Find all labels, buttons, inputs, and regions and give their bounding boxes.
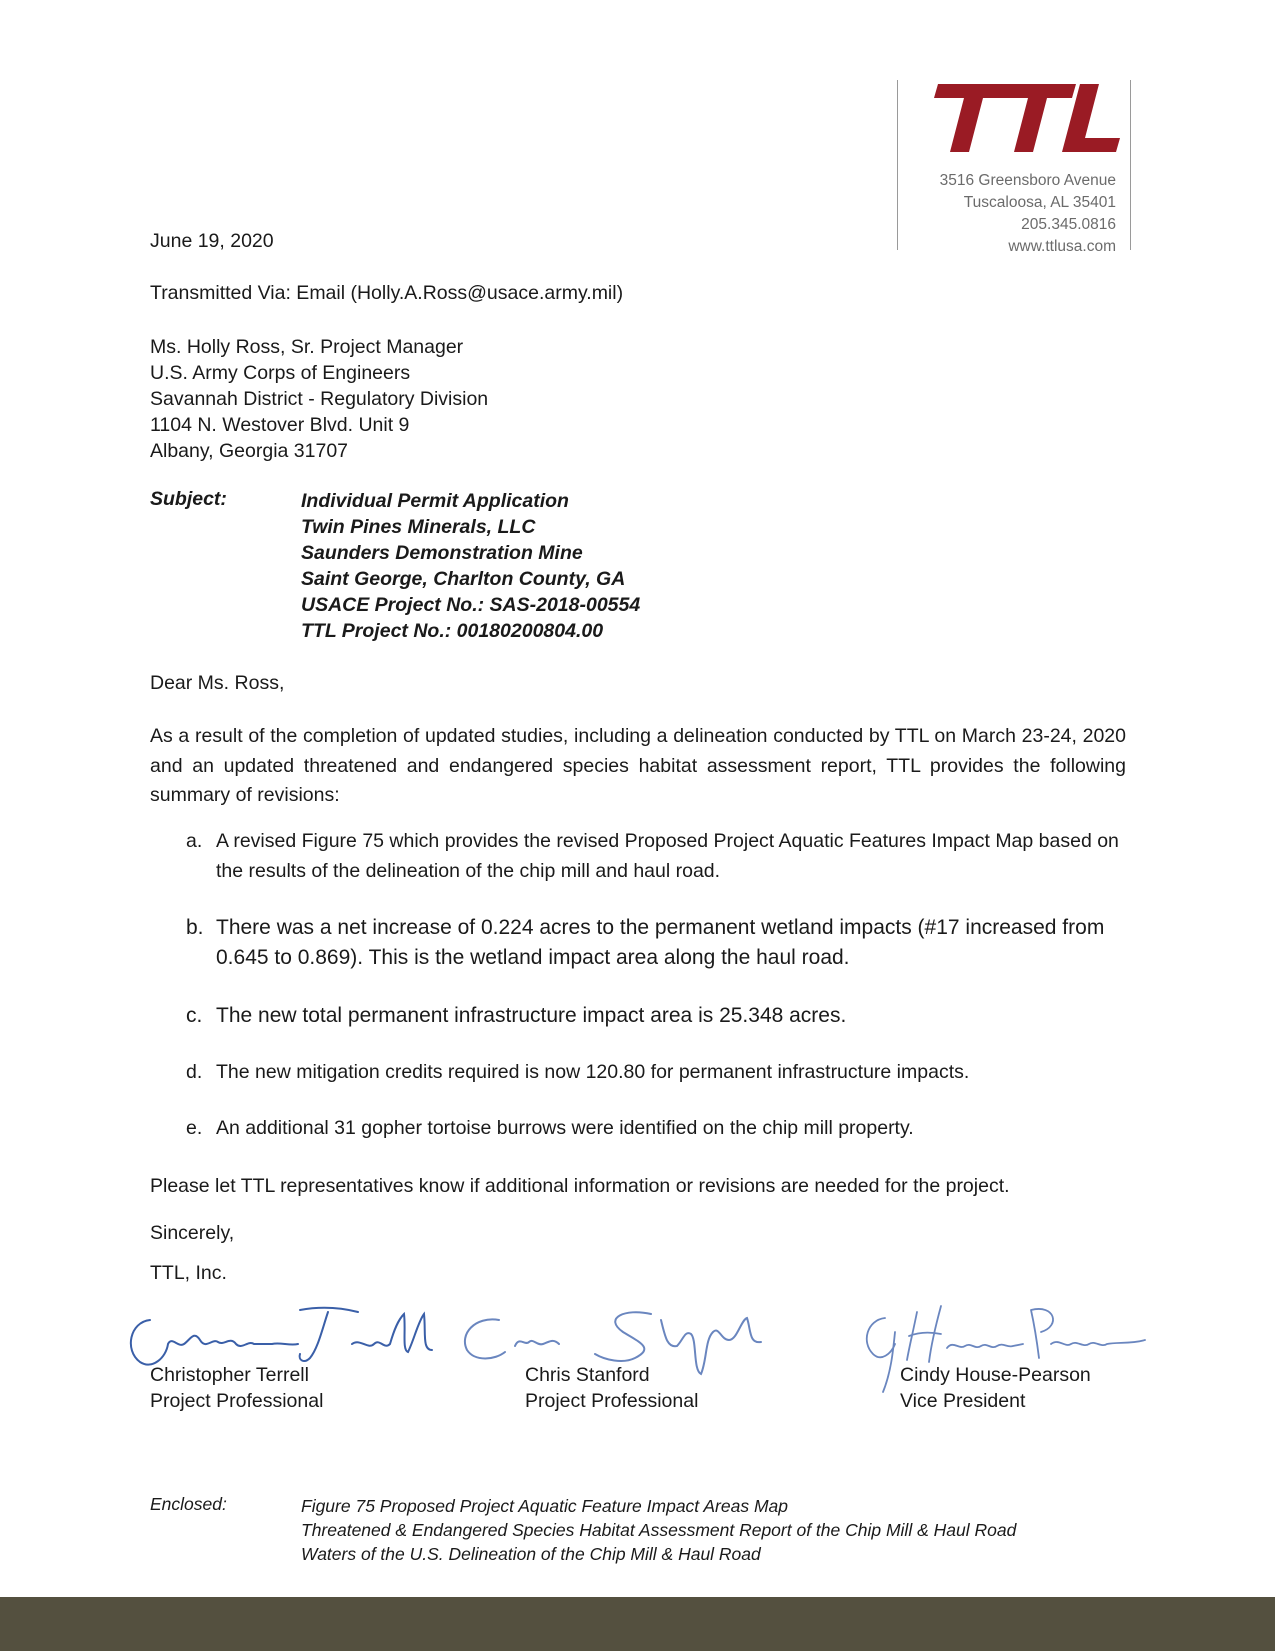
enclosed-list bbox=[301, 1494, 1016, 1566]
signatory-title: Vice President bbox=[900, 1390, 1026, 1412]
subject-block bbox=[301, 488, 640, 644]
revision-text: An additional 31 gopher tortoise burrows were identified on the chip mill property. bbox=[216, 1117, 914, 1139]
signatory-name: Christopher Terrell bbox=[150, 1364, 309, 1386]
enclosed-item: Waters of the U.S. Delineation of the Chip Mill & Haul Road bbox=[301, 1544, 761, 1564]
address-phone: 205.345.0816 bbox=[1021, 216, 1116, 233]
letterhead bbox=[897, 80, 1131, 255]
subject-line: Saint George, Charlton County, GA bbox=[301, 568, 626, 590]
signatory-name: Cindy House-Pearson bbox=[900, 1364, 1091, 1386]
revision-item bbox=[150, 1001, 1126, 1031]
intro-paragraph: As a result of the completion of updated studies, including a delineation conducted by TTL on March 23-24, 2020 and an updated threatened and endangered species habitat assessment report, TTL provides the following summary of revisions: bbox=[150, 725, 1126, 806]
subject-line: Saunders Demonstration Mine bbox=[301, 542, 583, 564]
signatory-title: Project Professional bbox=[525, 1390, 699, 1412]
revision-letter: b. bbox=[186, 916, 204, 939]
revision-item bbox=[150, 913, 1126, 972]
revision-item bbox=[150, 1058, 1126, 1088]
recipient-address bbox=[150, 334, 488, 464]
letter-date: June 19, 2020 bbox=[150, 230, 274, 252]
signatory-name: Chris Stanford bbox=[525, 1364, 650, 1386]
enclosed-item: Threatened & Endangered Species Habitat Assessment Report of the Chip Mill & Haul Road bbox=[301, 1520, 1017, 1540]
salutation: Dear Ms. Ross, bbox=[150, 672, 285, 694]
signatory-block bbox=[900, 1362, 1091, 1414]
enclosed-item: Figure 75 Proposed Project Aquatic Feature Impact Areas Map bbox=[301, 1496, 789, 1516]
revision-item bbox=[150, 827, 1126, 886]
recipient-line: 1104 N. Westover Blvd. Unit 9 bbox=[150, 414, 410, 436]
address-city: Tuscaloosa, AL 35401 bbox=[963, 194, 1116, 211]
signatory-title: Project Professional bbox=[150, 1390, 324, 1412]
revision-letter: e. bbox=[186, 1117, 203, 1139]
recipient-line: Ms. Holly Ross, Sr. Project Manager bbox=[150, 336, 464, 358]
revision-item bbox=[150, 1114, 1126, 1144]
company-name: TTL, Inc. bbox=[150, 1262, 227, 1284]
subject-line: Individual Permit Application bbox=[301, 490, 569, 512]
footer-bar bbox=[0, 1597, 1275, 1651]
address-street: 3516 Greensboro Avenue bbox=[939, 172, 1116, 189]
recipient-line: Albany, Georgia 31707 bbox=[150, 440, 349, 462]
revision-letter: d. bbox=[186, 1061, 203, 1083]
enclosed-label: Enclosed: bbox=[150, 1494, 227, 1514]
recipient-line: Savannah District - Regulatory Division bbox=[150, 388, 489, 410]
revision-text: A revised Figure 75 which provides the revised Proposed Project Aquatic Features Impact Map based on the results of the delineation of the chip mill and haul road. bbox=[216, 830, 1119, 882]
revision-letter: c. bbox=[186, 1004, 203, 1027]
recipient-line: U.S. Army Corps of Engineers bbox=[150, 362, 411, 384]
closing-paragraph: Please let TTL representatives know if additional information or revisions are needed for the project. bbox=[150, 1175, 1010, 1197]
revision-text: The new total permanent infrastructure impact area is 25.348 acres. bbox=[216, 1004, 847, 1027]
subject-line: USACE Project No.: SAS-2018-00554 bbox=[301, 594, 641, 616]
subject-line: Twin Pines Minerals, LLC bbox=[301, 516, 536, 538]
subject-line: TTL Project No.: 00180200804.00 bbox=[301, 620, 604, 642]
sign-off: Sincerely, bbox=[150, 1222, 235, 1244]
signatory-block bbox=[525, 1362, 698, 1414]
address-website: www.ttlusa.com bbox=[1008, 238, 1116, 255]
signatory-block bbox=[150, 1362, 323, 1414]
transmittal-line: Transmitted Via: Email (Holly.A.Ross@usace.army.mil) bbox=[150, 282, 624, 304]
revision-text: There was a net increase of 0.224 acres to the permanent wetland impacts (#17 increased from 0.645 to 0.869). This is the wetland impact area along the haul road. bbox=[216, 916, 1105, 969]
revision-text: The new mitigation credits required is now 120.80 for permanent infrastructure impacts. bbox=[216, 1061, 970, 1083]
subject-label: Subject: bbox=[150, 488, 227, 510]
revision-letter: a. bbox=[186, 830, 203, 852]
ttl-logo bbox=[914, 80, 1122, 158]
letterhead-address bbox=[940, 170, 1116, 258]
